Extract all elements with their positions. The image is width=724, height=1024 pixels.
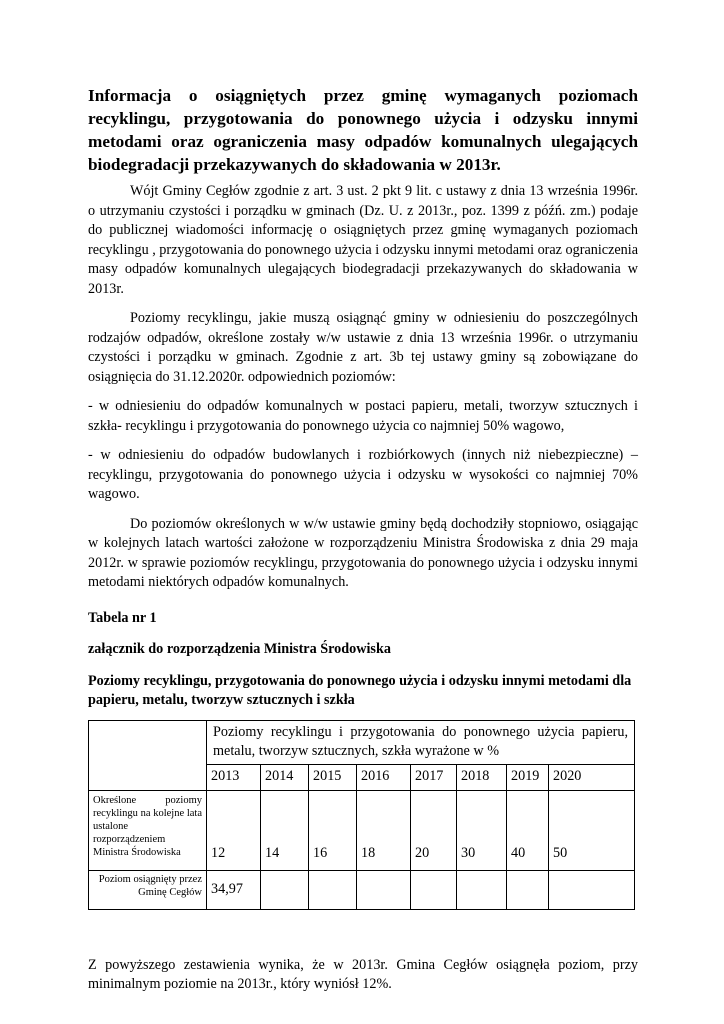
- recycling-levels-table: [88, 720, 635, 910]
- achieved-value-cell: [261, 870, 309, 909]
- achieved-value-cell: [411, 870, 457, 909]
- achieved-value-cell: [507, 870, 549, 909]
- levels-paragraph: Poziomy recyklingu, jakie muszą osiągnąć gminy w odniesieniu do poszczególnych rodzajów odpadów, określone zostały w/w ustawie z dnia 13 września 1996r. o utrzymaniu czystości i porządku w gminach. Zgodnie z art. 3b tej ustawy gminy są zobowiązane do osiągnięcia do 31.12.2020r. odpowiednich poziomów:: [88, 310, 638, 385]
- year-cell: 2018: [457, 764, 507, 790]
- row-label-required: Określone poziomy recyklingu na kolejne lata ustalone rozporządzeniem Ministra Środowiska: [89, 790, 207, 870]
- document-page: [88, 84, 638, 995]
- table-header-cell: Poziomy recyklingu i przygotowania do ponownego użycia papieru, metalu, tworzyw sztucznych, szkła wyrażone w %: [207, 720, 635, 764]
- annex-label: załącznik do rozporządzenia Ministra Środowiska: [88, 641, 391, 657]
- achieved-value-cell: 34,97: [207, 870, 261, 909]
- required-value-cell: 12: [207, 790, 261, 870]
- table-row-required: [89, 790, 635, 870]
- year-cell: 2015: [309, 764, 357, 790]
- required-value-cell: 16: [309, 790, 357, 870]
- row-label-achieved: Poziom osiągnięty przez Gminę Cegłów: [89, 870, 207, 909]
- table-row-achieved: [89, 870, 635, 909]
- year-cell: 2020: [549, 764, 635, 790]
- table-header-row: [89, 720, 635, 764]
- gradual-paragraph: Do poziomów określonych w w/w ustawie gminy będą dochodziły stopniowo, osiągając w kolejnych latach wartości założone w rozporządzeniu Ministra Środowiska z dnia 29 maja 2012r. w sprawie poziomów recyklingu, przygotowania do ponownego użycia i odzysku innymi metodami niektórych odpadów komunalnych.: [88, 515, 638, 590]
- year-cell: 2019: [507, 764, 549, 790]
- required-value-cell: 40: [507, 790, 549, 870]
- required-value-cell: 18: [357, 790, 411, 870]
- table-label: Tabela nr 1: [88, 609, 157, 626]
- achieved-value-cell: [309, 870, 357, 909]
- table-title: Poziomy recyklingu, przygotowania do ponownego użycia i odzysku innymi metodami dla papieru, metalu, tworzyw sztucznych i szkła: [88, 672, 632, 708]
- intro-paragraph: Wójt Gminy Cegłów zgodnie z art. 3 ust. 2 pkt 9 lit. c ustawy z dnia 13 września 1996r. o utrzymaniu czystości i porządku w gminach (Dz. U. z 2013r., poz. 1399 z późń. zm.) podaje do publicznej wiadomości informację o osiągniętych przez gminę wymaganych poziomach recyklingu , przygotowania do ponownego użycia i odzysku innymi metodami oraz ograniczenia masy odpadów komunalnych ulegających biodegradacji przekazywanych do składowania w 2013r.: [88, 183, 638, 297]
- conclusion-paragraph: Z powyższego zestawienia wynika, że w 2013r. Gmina Cegłów osiągnęła poziom, przy minimalnym poziomie na 2013r., który wyniósł 12%.: [88, 956, 638, 992]
- achieved-value-cell: [357, 870, 411, 909]
- year-cell: 2017: [411, 764, 457, 790]
- document-title: Informacja o osiągniętych przez gminę wymaganych poziomach recyklingu, przygotowania do ponownego użycia i odzysku innymi metodami oraz ograniczenia masy odpadów komunalnych ulegających biodegradacji przekazywanych do składowania w 2013r.: [88, 86, 638, 174]
- year-cell: 2014: [261, 764, 309, 790]
- bullet-construction-waste: - w odniesieniu do odpadów budowlanych i rozbiórkowych (innych niż niebezpieczne) – recyklingu, przygotowania do ponownego użycia i odzysku w wysokości co najmniej 70% wagowo.: [88, 447, 638, 502]
- required-value-cell: 20: [411, 790, 457, 870]
- year-cell: 2013: [207, 764, 261, 790]
- achieved-value-cell: [549, 870, 635, 909]
- bullet-municipal-waste: - w odniesieniu do odpadów komunalnych w postaci papieru, metali, tworzyw sztucznych i szkła- recyklingu i przygotowania do ponownego użycia co najmniej 50% wagowo,: [88, 398, 638, 434]
- table-corner-cell: [89, 720, 207, 790]
- year-cell: 2016: [357, 764, 411, 790]
- achieved-value-cell: [457, 870, 507, 909]
- required-value-cell: 30: [457, 790, 507, 870]
- required-value-cell: 50: [549, 790, 635, 870]
- required-value-cell: 14: [261, 790, 309, 870]
